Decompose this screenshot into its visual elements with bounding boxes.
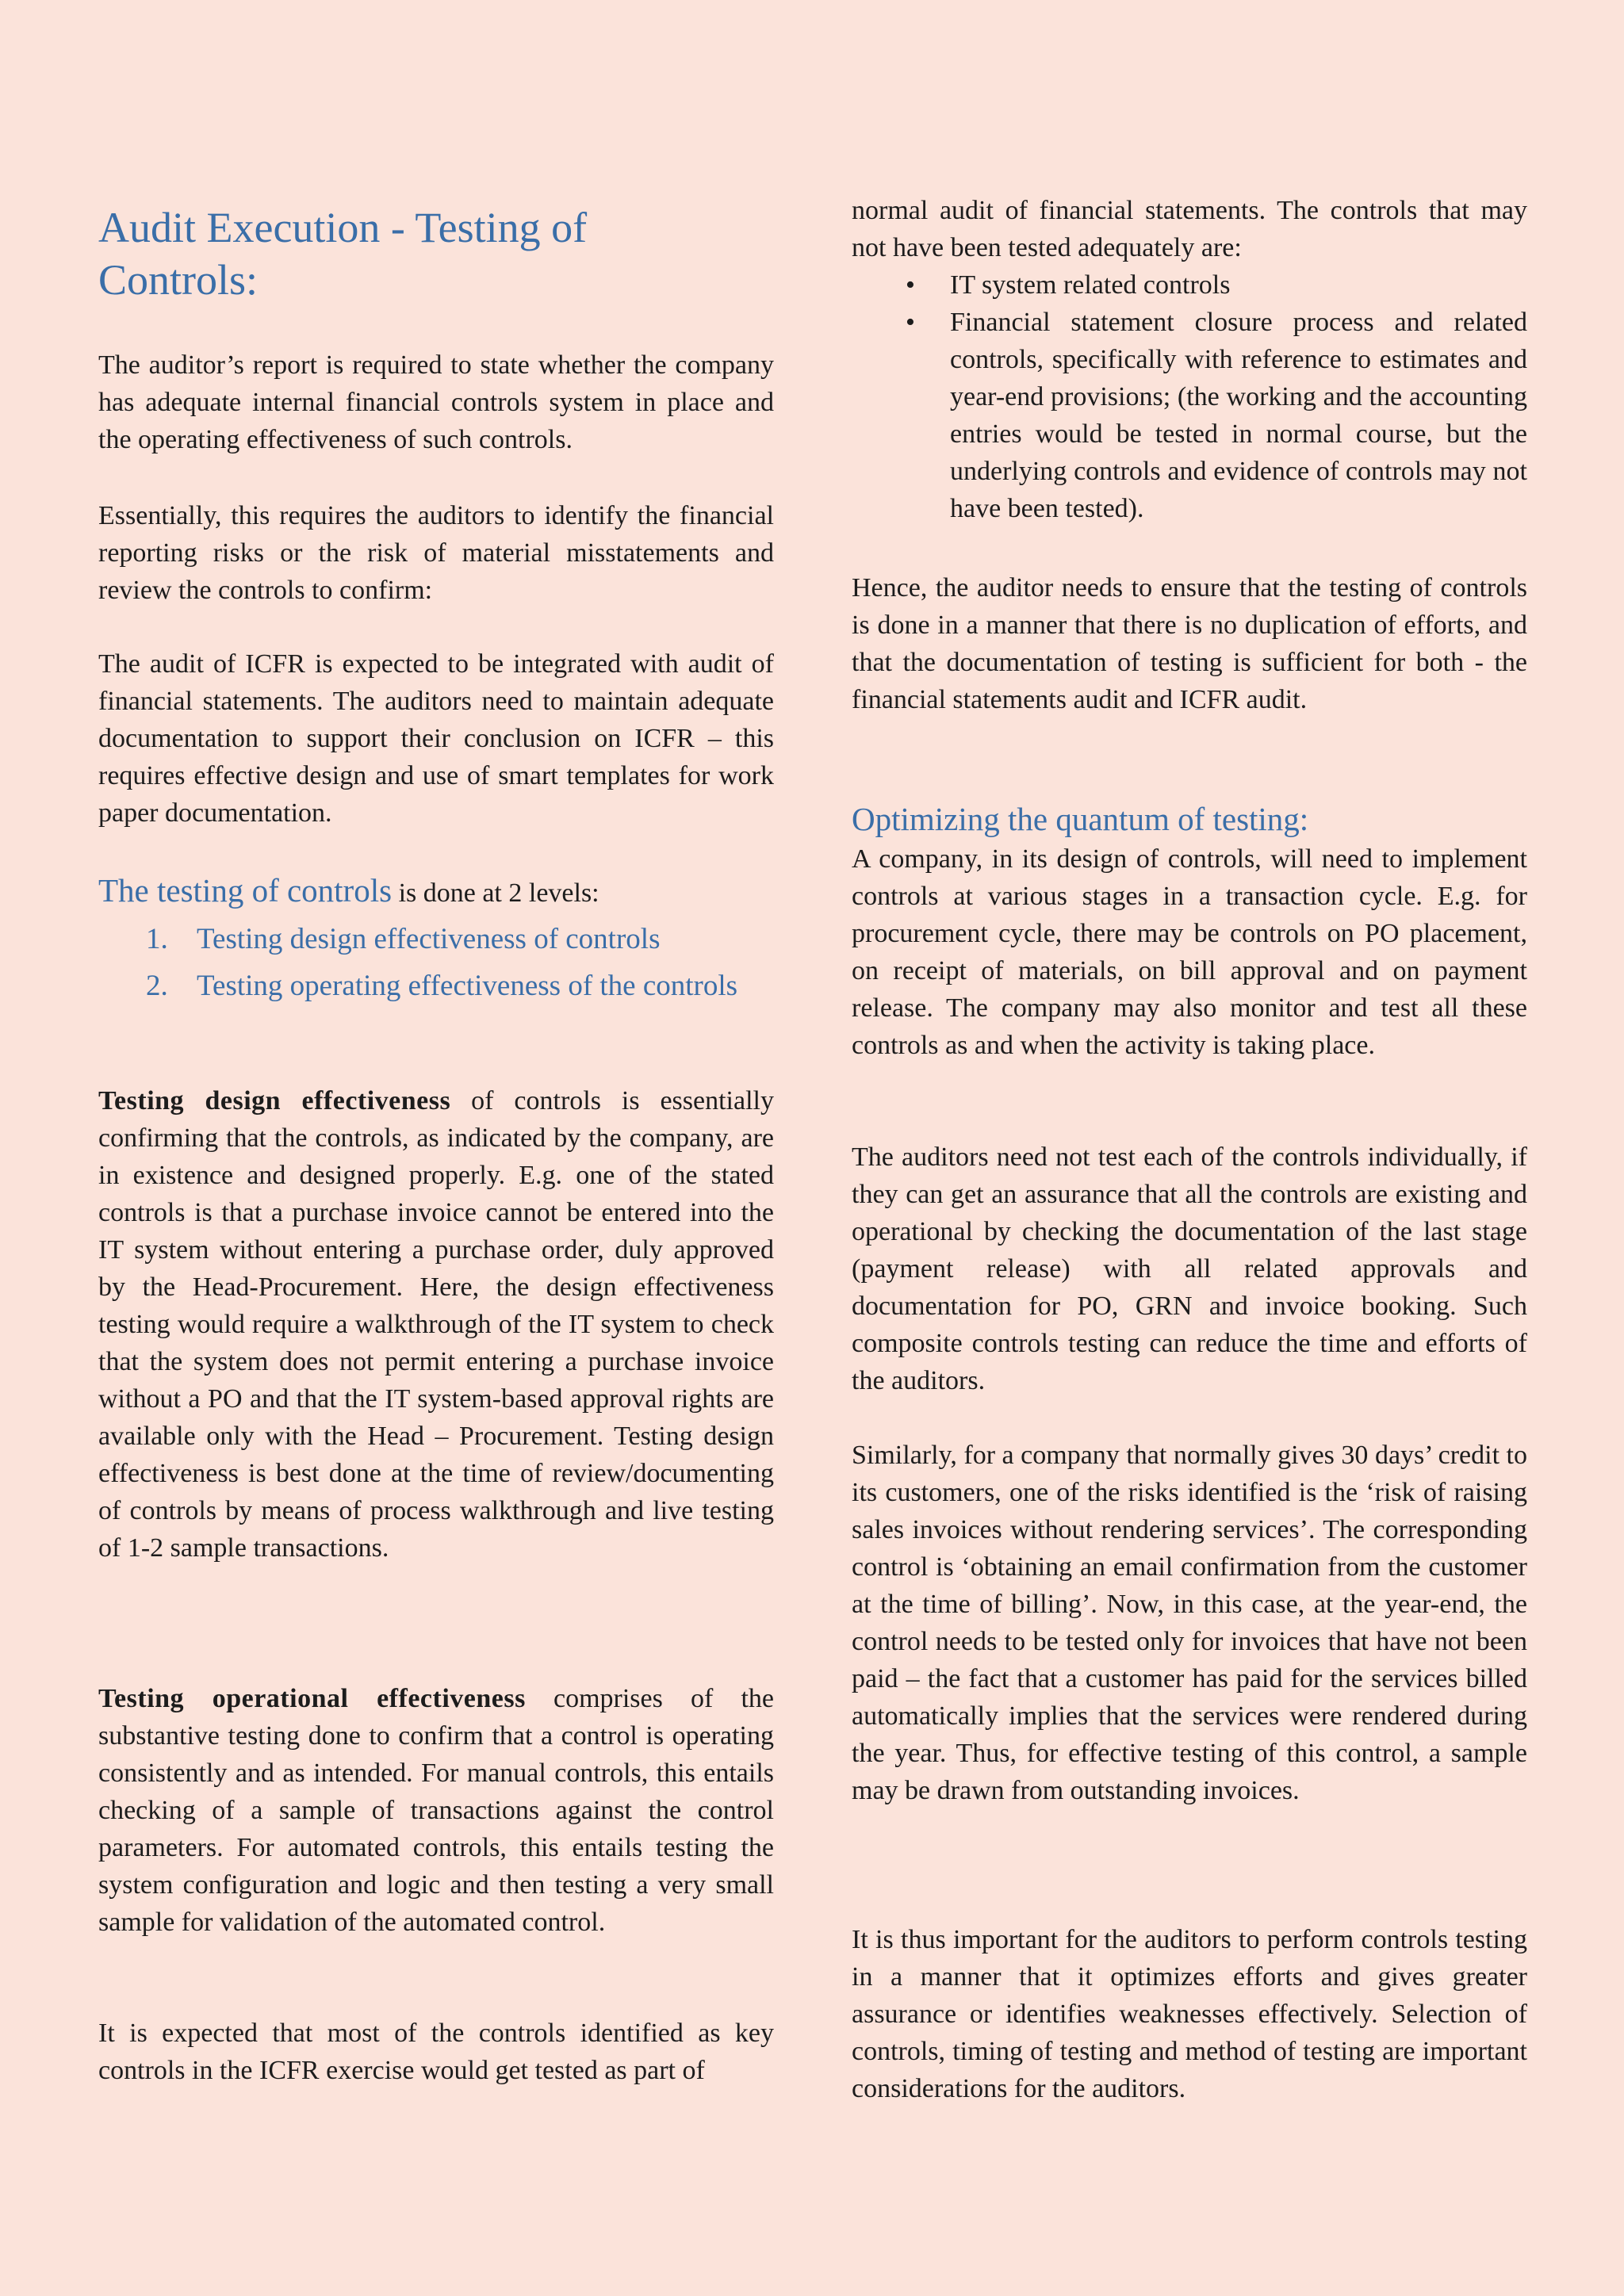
procurement-cycle-paragraph: A company, in its design of controls, will need to implement controls at various stages in a transaction cycle. E.g. for procurement cycle, there may be controls on PO placement, on receipt of materials, on bill approval and on payment release. The company may also monitor and test all these controls as and when the activity is taking place.: [852, 844, 1527, 1060]
list-item-text: Financial statement closure process and related controls, specifically with reference to estimates and year-end provisions; (the working and the accounting entries would be tested in normal course, but the underlying controls and evidence of controls may not have been tested).: [950, 308, 1527, 523]
list-item-number: 1.: [146, 923, 168, 955]
continued-paragraph: normal audit of financial statements. The controls that may not have been tested adequately are:: [852, 196, 1527, 262]
design-effectiveness-paragraph: [98, 1082, 774, 1567]
list-item-number: 2.: [146, 970, 168, 1002]
testing-levels-heading-rest: is done at 2 levels:: [392, 878, 599, 908]
list-item: [98, 966, 774, 1005]
testing-levels-heading-label: The testing of controls: [98, 872, 393, 909]
design-effectiveness-text: of controls is essentially confirming that the controls, as indicated by the company, are in existence and designed properly. E.g. one of the stated controls is that a purchase invoice cannot be entered into the IT system without entering a purchase order, duly approved by the Head-Procurement. Here, the design effectiveness testing would require a walkthrough of the IT system to check that the system does not permit entering a purchase invoice without a PO and that the IT system-based approval rights are available only with the Head – Procurement. Testing design effectiveness is best done at the time of review/documenting of controls by means of process walkthrough and live testing of 1-2 sample transactions.: [98, 1086, 774, 1563]
page-title-line-2: Controls:: [98, 256, 259, 304]
list-item: [98, 920, 774, 959]
operational-effectiveness-term: Testing operational effectiveness: [98, 1684, 526, 1713]
page-title-line-1: Audit Execution - Testing of: [98, 204, 588, 251]
bullet-icon: •: [906, 308, 915, 337]
list-item-text: Testing design effectiveness of controls: [197, 923, 661, 955]
list-item-text: IT system related controls: [950, 270, 1231, 300]
list-item-text: Testing operating effectiveness of the controls: [197, 970, 738, 1002]
operational-effectiveness-text: comprises of the substantive testing done to confirm that a control is operating consistently and as intended. For manual controls, this entails checking of a sample of transactions against the control parameters. For automated controls, this entails testing the system configuration and logic and then testing a very small sample for validation of the automated control.: [98, 1684, 775, 1937]
list-item: [852, 266, 1527, 304]
conclusion-paragraph: It is thus important for the auditors to perform controls testing in a manner that it optimizes efforts and gives greater assurance or identifies weaknesses effectively. Selection of controls, timing of testing and method of testing are important considerations for the auditors.: [852, 1925, 1527, 2103]
operational-effectiveness-paragraph: [98, 1680, 774, 1941]
testing-levels-heading: [98, 871, 774, 913]
list-item: [852, 304, 1527, 527]
untested-controls-list: [852, 266, 1527, 527]
composite-testing-paragraph: The auditors need not test each of the controls individually, if they can get an assurance that all the controls are existing and operational by checking the documentation of the last stage (payment release) with all related approvals and documentation for PO, GRN and invoice booking. Such composite controls testing can reduce the time and efforts of the auditors.: [852, 1142, 1527, 1395]
sales-invoices-paragraph: Similarly, for a company that normally gives 30 days’ credit to its customers, one of the risks identified is the ‘risk of raising sales invoices without rendering services’. The corresponding control is ‘obtaining an email confirmation from the customer at the time of billing’. Now, in this case, at the year-end, the control needs to be tested only for invoices that have not been paid – the fact that a customer has paid for the services billed automatically implies that the services were rendered during the year. Thus, for effective testing of this control, a sample may be drawn from outstanding invoices.: [852, 1441, 1527, 1805]
optimizing-heading: Optimizing the quantum of testing:: [852, 801, 1309, 837]
key-controls-paragraph: It is expected that most of the controls identified as key controls in the ICFR exercise would get tested as part of: [98, 2019, 774, 2085]
bullet-icon: •: [906, 270, 915, 300]
icfr-integration-paragraph: The audit of ICFR is expected to be integrated with audit of financial statements. The auditors need to maintain adequate documentation to support their conclusion on ICFR – this requires effective design and use of smart templates for work paper documentation.: [98, 649, 774, 828]
no-duplication-paragraph: Hence, the auditor needs to ensure that the testing of controls is done in a manner that there is no duplication of efforts, and that the documentation of testing is sufficient for both - the financial statements audit and ICFR audit.: [852, 573, 1527, 714]
page-title: [98, 201, 774, 306]
testing-levels-list: [98, 920, 774, 1013]
intro-paragraph: The auditor’s report is required to state whether the company has adequate internal financial controls system in place and the operating effectiveness of such controls.: [98, 350, 774, 454]
risks-paragraph: Essentially, this requires the auditors to identify the financial reporting risks or the risk of material misstatements and review the controls to confirm:: [98, 501, 774, 605]
design-effectiveness-term: Testing design effectiveness: [98, 1086, 451, 1115]
